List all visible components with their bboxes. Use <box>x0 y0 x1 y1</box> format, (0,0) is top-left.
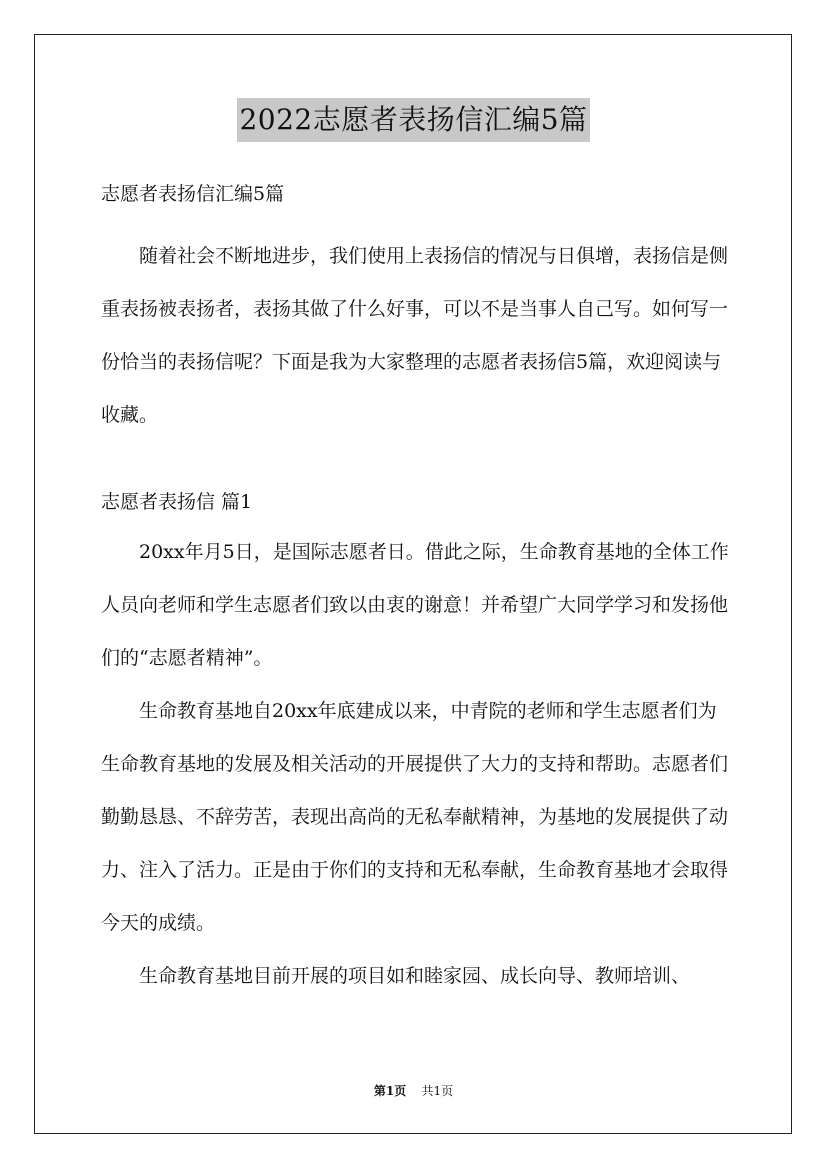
intro-paragraph: 随着社会不断地进步，我们使用上表扬信的情况与日俱增，表扬信是侧重表扬被表扬者，表扬其做了什么好事，可以不是当事人自己写。如何写一份恰当的表扬信呢？下面是我为大家整理的志愿者表扬信5篇，欢迎阅读与收藏。 <box>101 245 729 426</box>
page-footer <box>0 1083 827 1099</box>
document-subtitle: 志愿者表扬信汇编5篇 <box>101 183 285 205</box>
page-number: 第1页 <box>373 1084 407 1098</box>
section-heading: 志愿者表扬信 篇1 <box>101 491 253 513</box>
document-title: 2022志愿者表扬信汇编5篇 <box>237 98 589 142</box>
body-paragraph: 生命教育基地目前开展的项目如和睦家园、成长向导、教师培训、 <box>139 965 691 987</box>
document-body <box>101 172 731 1003</box>
title-container <box>0 98 827 142</box>
section-spacer <box>101 442 731 480</box>
page-total: 共1页 <box>421 1084 454 1098</box>
body-paragraph: 生命教育基地自20xx年底建成以来，中青院的老师和学生志愿者们为生命教育基地的发展及相关活动的开展提供了大力的支持和帮助。志愿者们勤勤恳恳、不辞劳苦，表现出高尚的无私奉献精神，为基地的发展提供了动力、注入了活力。正是由于你们的支持和无私奉献，生命教育基地才会取得今天的成绩。 <box>101 700 729 934</box>
body-paragraph: 20xx年月5日，是国际志愿者日。借此之际，生命教育基地的全体工作人员向老师和学生志愿者们致以由衷的谢意！并希望广大同学学习和发扬他们的“志愿者精神”。 <box>101 541 729 669</box>
